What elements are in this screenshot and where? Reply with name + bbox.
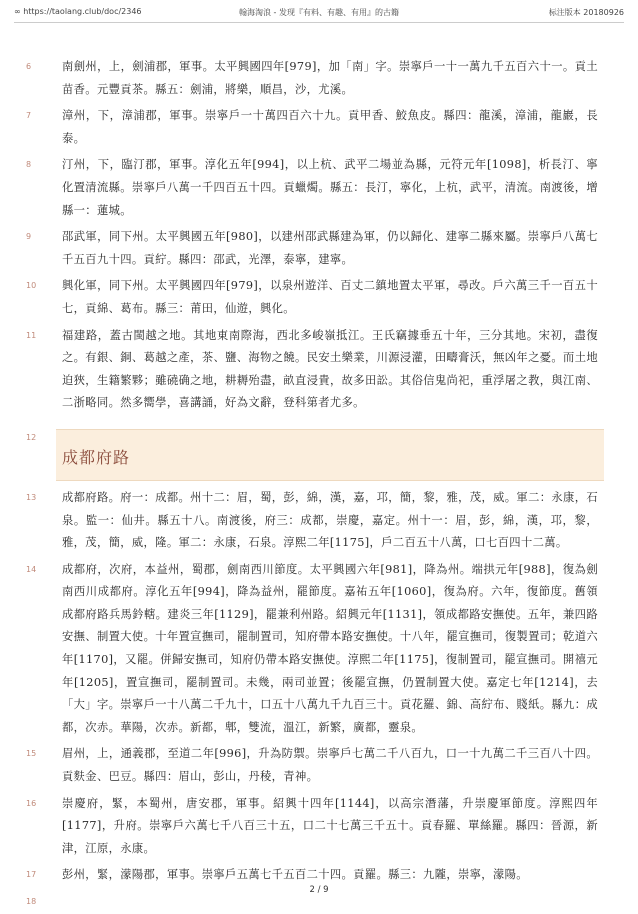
line-number: 14 bbox=[26, 564, 37, 574]
page-header bbox=[14, 7, 624, 21]
paragraph-text: 興化軍，同下州。太平興國四年[979]，以泉州遊洋、百丈二鎮地置太平軍，尋改。戶六萬三千一百五十七，貢綿、葛布。縣三：莆田，仙遊，興化。 bbox=[62, 279, 598, 315]
line-number: 13 bbox=[26, 492, 37, 502]
paragraph bbox=[26, 105, 598, 150]
paragraph-text: 成都府路。府一：成都。州十二：眉，蜀，彭，綿，漢，嘉，邛，簡，黎，雅，茂，威。軍二：永康，石泉。監一：仙井。縣五十八。南渡後，府三：成都，崇慶，嘉定。州十一：眉，彭，綿，漢，邛，黎，雅，茂，簡，威，隆。軍二：永康，石泉。淳熙二年[1175]，戶二百五十八萬，口七百四十二萬。 bbox=[62, 490, 598, 550]
line-number: 16 bbox=[26, 798, 37, 808]
line-number: 15 bbox=[26, 749, 37, 759]
paragraph-text: 漳州，下，漳浦郡，軍事。崇寧戶一十萬四百六十九。貢甲香、鮫魚皮。縣四：龍溪，漳浦，龍巖，長泰。 bbox=[62, 109, 598, 145]
line-number: 8 bbox=[26, 160, 32, 170]
page-number: 2 / 9 bbox=[309, 885, 329, 895]
paragraph bbox=[26, 226, 598, 271]
paragraph bbox=[26, 154, 598, 222]
paragraph-text: 彭州，緊，濛陽郡，軍事。崇寧戶五萬七千五百二十四。貢羅。縣三：九隴，崇寧，濛陽。 bbox=[62, 868, 528, 882]
paragraph bbox=[26, 325, 598, 415]
paragraph bbox=[26, 559, 598, 740]
paragraph-text: 崇慶府，緊，本蜀州，唐安郡，軍事。紹興十四年[1144]，以高宗潛藩，升崇慶軍節度。淳熙四年[1177]，升府。崇寧戶六萬七千八百三十五，口二十七萬三千五十。貢春羅、單絲羅。縣四：晉源，新津，江原，永康。 bbox=[62, 796, 598, 855]
line-number: 6 bbox=[26, 62, 32, 71]
paragraph-text: 南劍州，上，劍浦郡，軍事。太平興國四年[979]，加「南」字。崇寧戶一十一萬九千五百六十一。貢土苗香。元豐貢茶。縣五：劍浦，將樂，順昌，沙，尤溪。 bbox=[62, 60, 598, 96]
line-number: 18 bbox=[26, 897, 37, 906]
paragraph bbox=[26, 743, 598, 788]
heading-band bbox=[56, 429, 604, 481]
line-number: 9 bbox=[26, 232, 32, 242]
paragraph bbox=[26, 864, 598, 887]
line-number: 12 bbox=[26, 432, 37, 442]
paragraph bbox=[26, 56, 598, 101]
line-number: 7 bbox=[26, 111, 32, 121]
header-version: 标注版本 20180926 bbox=[548, 8, 624, 17]
section-heading bbox=[26, 421, 598, 479]
document-body bbox=[26, 56, 598, 906]
header-title: 翰海淘浪 - 发现『有料、有趣、有用』的古籍 bbox=[239, 8, 399, 17]
paragraph bbox=[26, 487, 598, 555]
paragraph bbox=[26, 793, 598, 861]
paragraph-text: 邵武軍，同下州。太平興國五年[980]，以建州邵武縣建為軍，仍以歸化、建寧二縣來屬。崇寧戶八萬七千五百九十四。貢紵。縣四：邵武，光澤，泰寧，建寧。 bbox=[62, 230, 598, 266]
paragraph-text: 汀州，下，臨汀郡，軍事。淳化五年[994]，以上杭、武平二場並為縣，元符元年[1098]，析長汀、寧化置清流縣。崇寧戶八萬一千四百五十四。貢蠟燭。縣五：長汀，寧化，上杭，武平，清流。南渡後，增縣一：蓮城。 bbox=[62, 158, 598, 217]
line-number: 11 bbox=[26, 330, 37, 340]
header-url[interactable]: ∞ https://taolang.club/doc/2346 bbox=[14, 7, 142, 16]
paragraph-text: 成都府，次府，本益州，蜀郡，劍南西川節度。太平興國六年[981]，降為州。端拱元年[988]，復為劍南西川成都府。淳化五年[994]，降為益州，罷節度。嘉祐五年[1060]，復為府。六年，復節度。舊領成都府路兵馬鈐轄。建炎三年[1129]，罷兼利州路。紹興元年[1131]，領成都路安撫使。五年，兼四路安撫、制置大使。十年置宣撫司，罷制置司，知府帶本路安撫使。十八年，罷宣撫司，復製置司；乾道六年[1170]，又罷。併歸安撫司，知府仍帶本路安撫使。淳熙二年[1175]，復制置司，罷宣撫司。開禧元年[1205]，置宣撫司，罷制置司。未幾，兩司並置；後罷宣撫，仍置制置大使。嘉定七年[1214]，去「大」字。崇寧戶一十八萬二千九十，口五十八萬九千九百三十。貢花羅、錦、高紵布、賤紙。縣九：成都，次赤。華陽，次赤。新都，郫，雙流，溫江，新繁，廣都，靈泉。 bbox=[62, 562, 598, 734]
header-divider bbox=[14, 22, 624, 23]
paragraph bbox=[26, 275, 598, 320]
paragraph-text: 眉州，上，通義郡，至道二年[996]，升為防禦。崇寧戶七萬二千八百九，口一十九萬二千三百八十四。貢麩金、巴豆。縣四：眉山，彭山，丹稜，青神。 bbox=[62, 747, 598, 784]
line-number: 10 bbox=[26, 281, 37, 291]
heading-title: 成都府路 bbox=[62, 447, 131, 467]
line-number: 17 bbox=[26, 870, 37, 880]
paragraph-text: 福建路，蓋古閩越之地。其地東南際海，西北多峻嶺抵江。王氏竊據垂五十年，三分其地。宋初，盡復之。有銀、銅、葛越之產，茶、鹽、海物之饒。民安土樂業，川源浸灌，田疇膏沃，無凶年之憂。而土地迫狹，生籍繁夥；雖磽确之地，耕耨殆盡，畝直浸貴，故多田訟。其俗信鬼尚祀，重浮屠之教，與江南、二浙略同。然多嚮學，喜講誦，好為文辭，登科第者尤多。 bbox=[62, 328, 598, 410]
